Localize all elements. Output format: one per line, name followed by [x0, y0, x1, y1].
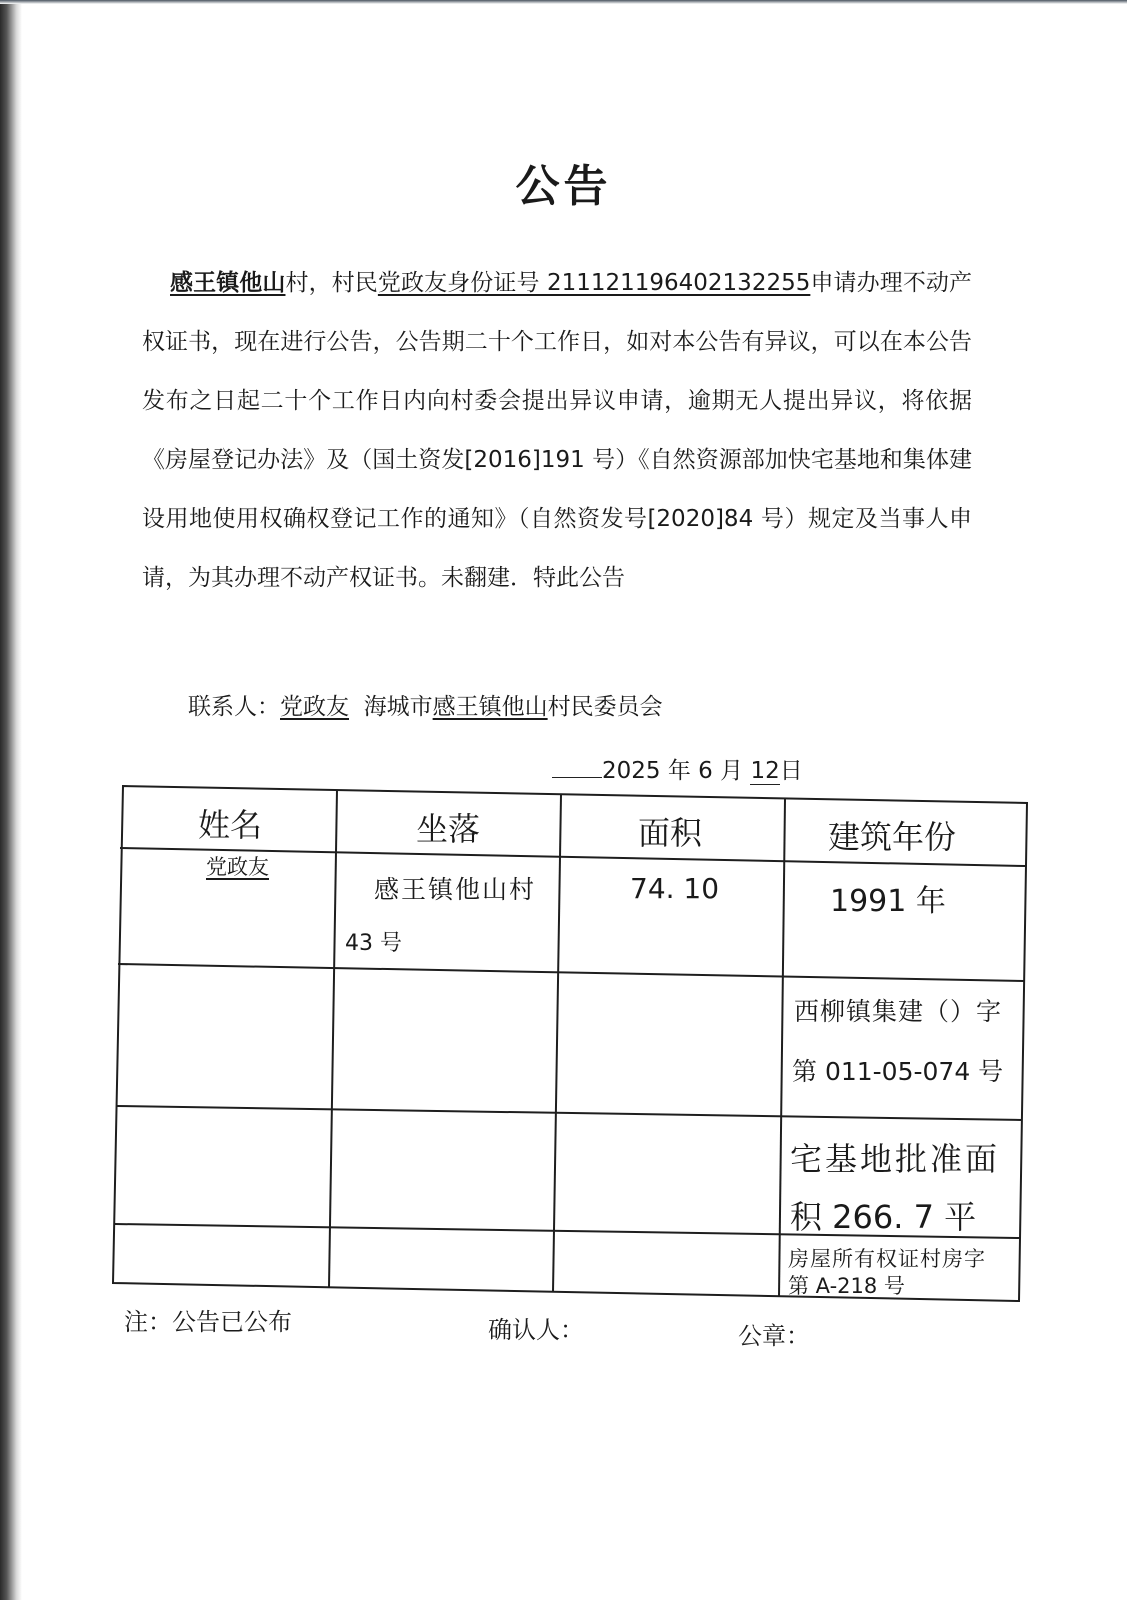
notice-paragraph [142, 254, 972, 608]
contact-line [188, 688, 663, 721]
contact-label: 联系人： [188, 694, 280, 720]
contact-org-village: 感王镇他山 [432, 694, 548, 720]
header-location: 坐落 [416, 810, 481, 848]
date-day-unit: 日 [779, 758, 803, 784]
contact-org-prefix: 海城市 [363, 694, 433, 720]
date-day: 12 [750, 758, 780, 784]
date-year-unit: 年 [667, 758, 691, 784]
footer-confirm: 确认人： [488, 1316, 584, 1344]
footer-note: 注：公告已公布 [124, 1308, 292, 1336]
row1-location-line2: 43 号 [345, 931, 402, 956]
scan-top-edge [0, 0, 1127, 4]
table-rule-2 [117, 1106, 1022, 1120]
contact-name: 党政友 [280, 694, 349, 720]
scan-shadow-edge [0, 0, 22, 1600]
table-col-3 [779, 799, 785, 1297]
row3-note-line1: 宅基地批准面 [790, 1140, 1001, 1178]
date-year: 2025 [602, 758, 661, 784]
header-area: 面积 [638, 814, 703, 852]
notice-text: 申请办理不动产权证书，现在进行公告，公告期二十个工作日，如对本公告有异议，可以在本公告发布之日起二十个工作日内向村委会提出异议申请，逾期无人提出异议，将依据《房屋登记办法》及（国土资发[2016]191 号）《自然资源部加快宅基地和集体建设用地使用权确权登记工作的通知》（自然资发号[2020]84 号）规定及当事人申请，为其办理不动产权证书。未翻建．特此公告 [142, 270, 973, 591]
header-build-year: 建筑年份 [828, 818, 957, 856]
contact-org-suffix: 村民委员会 [547, 694, 663, 720]
footer-seal: 公章： [738, 1322, 810, 1350]
row1-year: 1991 年 [830, 884, 946, 919]
row4-note-line2: 第 A-218 号 [788, 1274, 905, 1298]
row1-area: 74. 10 [630, 872, 720, 905]
row3-note-line2: 积 266. 7 平 [790, 1198, 977, 1236]
applicant-id: 党政友身份证号 211121196402132255 [377, 270, 811, 296]
notice-date [552, 752, 803, 785]
date-underline [552, 757, 602, 778]
header-name: 姓名 [198, 806, 263, 844]
date-month-unit: 月 [720, 758, 744, 784]
row1-location-line1: 感王镇他山村 [374, 875, 537, 904]
row4-note-line1: 房屋所有权证村房字 [788, 1247, 986, 1271]
date-month: 6 [698, 758, 713, 784]
table-rule-1 [118, 964, 1024, 981]
village-name: 感王镇他山 [170, 270, 286, 296]
village-suffix: 村，村民 [285, 270, 378, 296]
row2-note-line2: 第 011-05-074 号 [792, 1057, 1004, 1086]
notice-title: 公告 [515, 161, 612, 212]
notice-body [142, 254, 972, 608]
row2-note-line1: 西柳镇集建（）字 [794, 997, 1003, 1026]
row1-name: 党政友 [206, 855, 269, 879]
table-col-2 [553, 795, 561, 1292]
table-col-1 [329, 790, 337, 1287]
